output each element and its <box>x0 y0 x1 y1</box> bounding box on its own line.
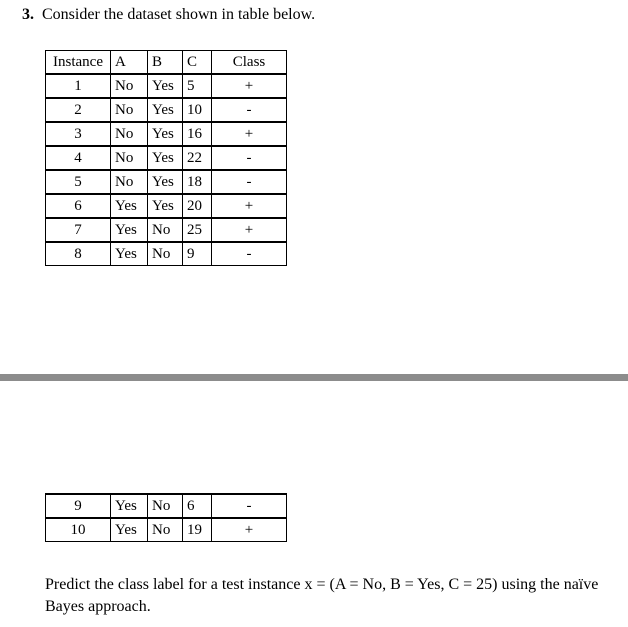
table-row <box>46 122 287 146</box>
table-row <box>46 494 287 518</box>
task-prompt-line-1: Predict the class label for a test instance x = (A = No, B = Yes, C = 25) using the naïve <box>45 576 599 593</box>
cell-class: + <box>212 518 287 542</box>
cell-a: No <box>111 98 148 122</box>
page-divider <box>0 374 628 381</box>
cell-class: - <box>212 242 287 266</box>
table-row <box>46 98 287 122</box>
cell-class: - <box>212 494 287 518</box>
task-prompt-line-2: Bayes approach. <box>45 598 151 615</box>
cell-class: - <box>212 170 287 194</box>
cell-instance: 10 <box>46 518 111 542</box>
question-text: Consider the dataset shown in table below. <box>42 6 316 23</box>
cell-b: Yes <box>148 170 183 194</box>
cell-a: Yes <box>111 242 148 266</box>
cell-c: 25 <box>183 218 212 242</box>
cell-instance: 8 <box>46 242 111 266</box>
cell-instance: 9 <box>46 494 111 518</box>
cell-instance: 6 <box>46 194 111 218</box>
cell-a: Yes <box>111 494 148 518</box>
cell-b: Yes <box>148 122 183 146</box>
header-class: Class <box>212 51 287 75</box>
cell-b: No <box>148 518 183 542</box>
cell-class: + <box>212 194 287 218</box>
table-header-row <box>46 51 287 75</box>
cell-instance: 7 <box>46 218 111 242</box>
task-prompt <box>45 574 605 618</box>
cell-b: Yes <box>148 146 183 170</box>
cell-class: - <box>212 98 287 122</box>
cell-instance: 1 <box>46 74 111 98</box>
table-row <box>46 170 287 194</box>
cell-instance: 2 <box>46 98 111 122</box>
header-c: C <box>183 51 212 75</box>
header-b: B <box>148 51 183 75</box>
cell-b: No <box>148 218 183 242</box>
cell-c: 22 <box>183 146 212 170</box>
cell-a: Yes <box>111 518 148 542</box>
cell-b: No <box>148 242 183 266</box>
cell-class: + <box>212 74 287 98</box>
cell-a: No <box>111 74 148 98</box>
cell-instance: 4 <box>46 146 111 170</box>
cell-c: 6 <box>183 494 212 518</box>
cell-b: Yes <box>148 98 183 122</box>
table-row <box>46 242 287 266</box>
cell-c: 19 <box>183 518 212 542</box>
cell-c: 16 <box>183 122 212 146</box>
cell-b: Yes <box>148 74 183 98</box>
table-row <box>46 74 287 98</box>
table-row <box>46 218 287 242</box>
cell-c: 10 <box>183 98 212 122</box>
header-a: A <box>111 51 148 75</box>
cell-class: - <box>212 146 287 170</box>
cell-b: No <box>148 494 183 518</box>
dataset-table <box>45 50 287 266</box>
table-row <box>46 518 287 542</box>
dataset-table-continued <box>45 493 287 542</box>
cell-a: No <box>111 122 148 146</box>
question-heading <box>22 6 315 24</box>
cell-b: Yes <box>148 194 183 218</box>
table-row <box>46 194 287 218</box>
cell-c: 18 <box>183 170 212 194</box>
cell-c: 5 <box>183 74 212 98</box>
cell-a: Yes <box>111 218 148 242</box>
cell-a: No <box>111 146 148 170</box>
cell-class: + <box>212 122 287 146</box>
cell-a: No <box>111 170 148 194</box>
table-row <box>46 146 287 170</box>
header-instance: Instance <box>46 51 111 75</box>
cell-instance: 3 <box>46 122 111 146</box>
cell-c: 9 <box>183 242 212 266</box>
question-number: 3. <box>22 6 34 23</box>
cell-instance: 5 <box>46 170 111 194</box>
cell-a: Yes <box>111 194 148 218</box>
cell-class: + <box>212 218 287 242</box>
cell-c: 20 <box>183 194 212 218</box>
